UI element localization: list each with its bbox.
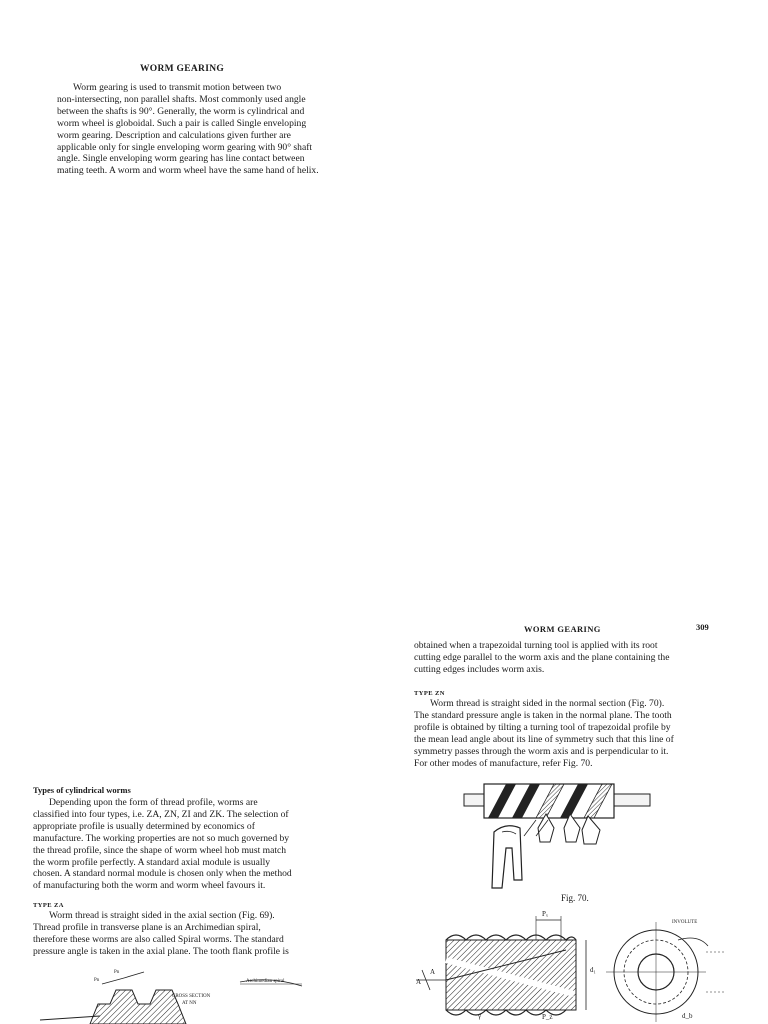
running-head: WORM GEARING: [524, 624, 601, 634]
types-line: classified into four types, i.e. ZA, ZN, ZI and ZK. The selection of: [33, 808, 289, 820]
zn-line: profile is obtained by tilting a turning tool of trapezoidal profile by: [414, 721, 671, 733]
za-line: pressure angle is taken in the axial plane. The tooth flank profile is: [33, 945, 289, 957]
za-line: therefore these worms are also called Spiral worms. The standard: [33, 933, 284, 945]
zn-line: [414, 698, 710, 710]
continued-paragraph: [414, 640, 710, 676]
continued-line: cutting edges includes worm axis.: [414, 663, 545, 675]
zn-text: Worm thread is straight sided in the normal section (Fig. 70).: [430, 698, 665, 709]
intro-paragraph: [57, 82, 329, 177]
fig71-worm-section-drawing: [416, 910, 736, 1024]
intro-line: angle. Single enveloping worm gearing has line contact between: [57, 153, 305, 165]
types-line: manufacture. The working properties are not so much governed by: [33, 832, 290, 844]
type-zn-tag: TYPE ZN: [414, 690, 445, 697]
fig71-a-right-label: A: [430, 968, 436, 976]
types-paragraph: [33, 797, 330, 892]
types-line: the worm profile perfectly. A standard axial module is usually: [33, 856, 271, 868]
type-zn-paragraph: [414, 698, 710, 769]
page-title: WORM GEARING: [139, 64, 225, 74]
intro-text: Worm gearing is used to transmit motion between two: [73, 82, 282, 93]
fig69-archimedian-label: Archimedian spiral: [246, 979, 285, 984]
fig71-involute-label: INVOLUTE: [672, 920, 698, 925]
continued-line: obtained when a trapezoidal turning tool is applied with its root: [414, 640, 658, 651]
continued-line: cutting edge parallel to the worm axis and the plane containing the: [414, 651, 670, 663]
intro-line: worm wheel is globoidal. Such a pair is called Single enveloping: [57, 117, 307, 129]
types-line: of manufacturing both the worm and worm wheel favours it.: [33, 880, 266, 892]
fig71-d1-label: d₁: [590, 966, 596, 974]
types-line: appropriate profile is usually determined by economics of: [33, 820, 255, 832]
za-line: Thread profile in transverse plane is an Archimedian spiral,: [33, 921, 261, 933]
zn-line: For other modes of manufacture, refer Fig. 70.: [414, 757, 593, 769]
za-text: Worm thread is straight sided in the axial section (Fig. 69).: [49, 910, 275, 921]
fig69-cross-section-label: CROSS SECTION: [172, 994, 211, 999]
fig71-pz-label: P_z: [542, 1013, 553, 1021]
types-text: Depending upon the form of thread profile, worms are: [49, 797, 258, 808]
fig69-at-nn-label: AT NN: [182, 1001, 197, 1006]
types-line: the thread profile, since the shape of worm wheel hob must match: [33, 844, 287, 856]
intro-line: worm gearing. Description and calculations given further are: [57, 129, 291, 141]
fig71-px-label: Pₓ: [542, 910, 548, 918]
intro-line: applicable only for single enveloping worm gearing with 90° shaft: [57, 141, 313, 153]
fig71-gamma-label: γ: [478, 1012, 482, 1020]
intro-line: between the shafts is 90°. Generally, the worm is cylindrical and: [57, 105, 305, 117]
type-za-paragraph: [33, 910, 330, 958]
fig69-pn-left-label: Pn: [94, 978, 100, 983]
zn-line: the mean lead angle about its line of symmetry such that this line of: [414, 733, 674, 745]
page-number: 309: [696, 622, 709, 632]
zn-line: symmetry passes through the worm axis and is perpendicular to it.: [414, 745, 669, 757]
types-line: [33, 797, 330, 809]
intro-line: non-intersecting, non parallel shafts. Most commonly used angle: [57, 93, 306, 105]
types-line: chosen. A standard normal module is chosen only when the method: [33, 868, 292, 880]
fig70-worm-manufacture-drawing: [462, 776, 652, 896]
fig71-db-label: d_b: [682, 1012, 693, 1020]
za-line: [33, 910, 330, 922]
fig70-caption: Fig. 70.: [561, 893, 589, 903]
intro-line: mating teeth. A worm and worm wheel have the same hand of helix.: [57, 165, 319, 177]
fig69-pn-right-label: Pn: [114, 970, 120, 975]
fig71-a-left-label: A: [416, 978, 422, 986]
types-heading: Types of cylindrical worms: [33, 785, 131, 795]
intro-line: [57, 82, 329, 94]
type-za-tag: TYPE ZA: [33, 902, 64, 909]
zn-line: The standard pressure angle is taken in the normal plane. The tooth: [414, 709, 672, 721]
